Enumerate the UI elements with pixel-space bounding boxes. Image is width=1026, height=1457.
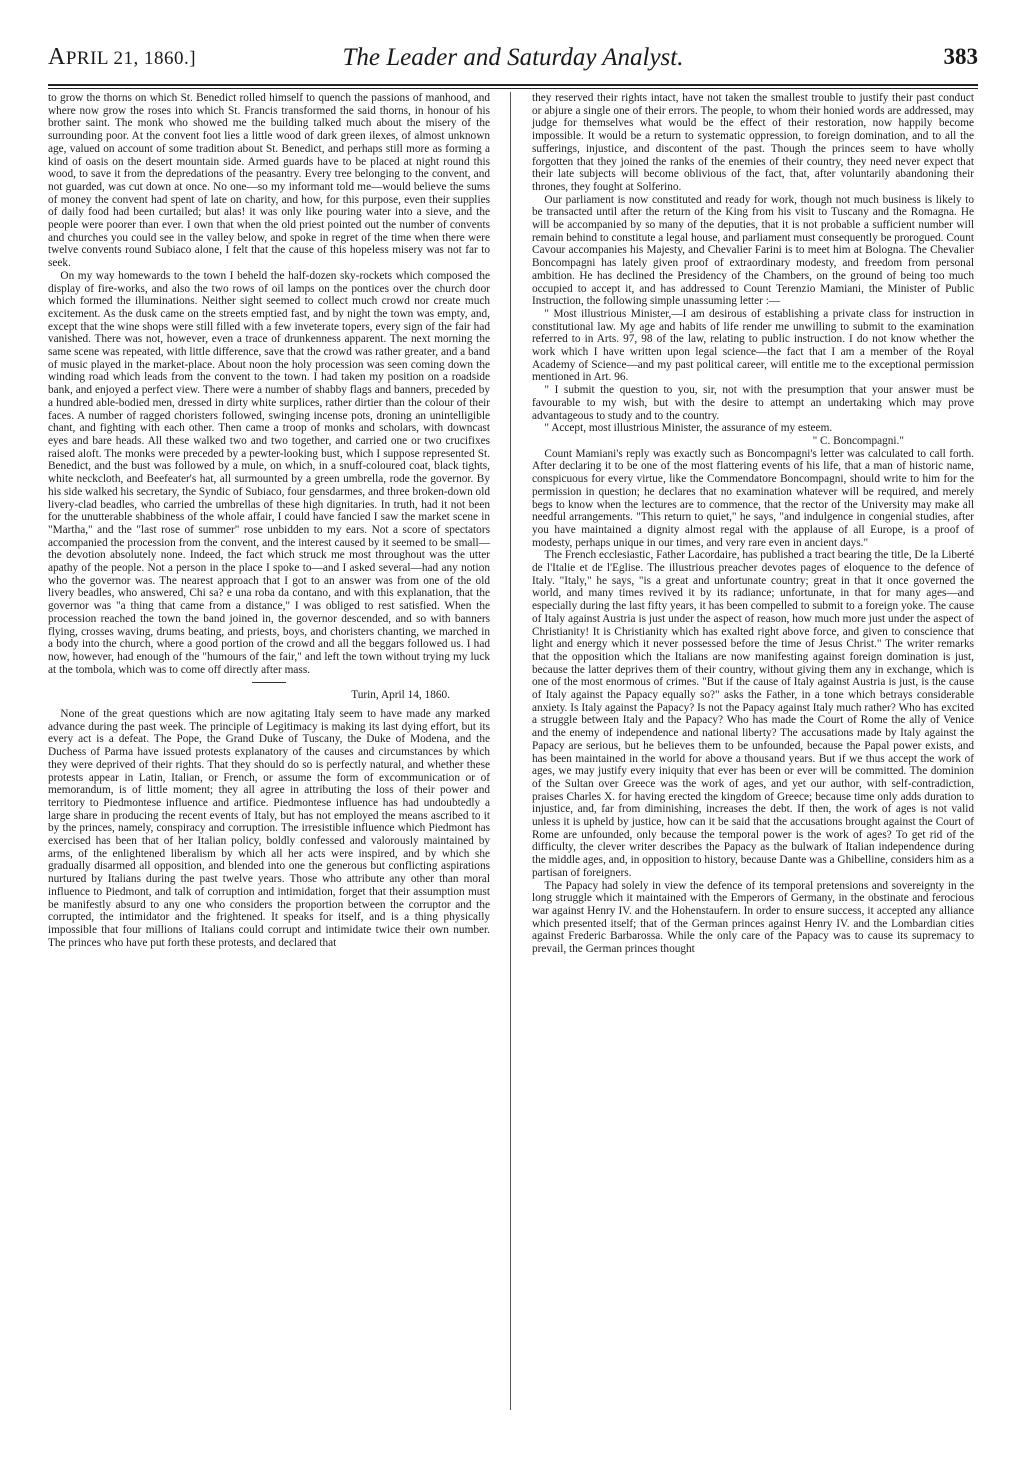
header-rule	[48, 84, 978, 86]
issue-date	[48, 44, 196, 71]
issue-date-rest: PRIL 21, 1860.]	[65, 48, 197, 69]
page-header	[48, 40, 978, 80]
article-paragraph: The French ecclesiastic, Father Lacordaire, has published a tract bearing the title, De la Liberté de l'Italie et de l'Eglise. The illustrious preacher devotes pages of eloquence to the defence of Italy. "Italy," he says, "is a great and unfortunate country; great in that it once governed the world, and many times revived it by its radiance; unfortunate, in that for many ages—and especially during the last fifty years, it has been compelled to submit to a foreign yoke. The cause of Italy against Austria is just under the aspect of reason, how much more just under the aspect of Christianity! It is Christianity which has exalted right above force, and given to conscience that light and energy which it never possessed before the time of Jesus Christ." The writer remarks that the opposition which the Italians are now manifesting against foreign domination is just, because the latter deprives them of their country, without giving them any in exchange, which is one of the most enormous of crimes. "But if the cause of Italy against Austria is just, is the cause of Italy against the Papacy equally so?" asks the Father, in a tone which betrays considerable anxiety. Is Italy against the Papacy? Is not the Papacy against Italy much rather? Who has excited a struggle between Italy and the Papacy? Who has made the Court of Rome the ally of Venice and the enemy of independence and national liberty? The accusations made by Italy against the Papacy are serious, but he believes them to be unfounded, because the Papal power exists, and has been maintained in the world for above a thousand years. But if we thus accept the work of ages, we may justify every iniquity that ever has been or ever will be committed. The dominion of the Sultan over Greece was the work of ages, and yet our author, with self-contradiction, praises Charles X. for having erected the kingdom of Greece; because time only adds duration to injustice, and, far from diminishing, increases the debt. If then, the work of ages is not valid unless it is upheld by justice, how can it be said that the accusations brought against the Court of Rome are unfounded, only because the temporal power is the work of ages? To get rid of the difficulty, the clever writer describes the Papacy as the bulwark of Italian independence during the middle ages, and, in opposition to history, because Dante was a Ghibelline, considers him as a partisan of foreigners.	[532, 549, 974, 879]
letter-signature: " C. Boncompagni."	[812, 434, 904, 447]
article-paragraph: The Papacy had solely in view the defence of its temporal pretensions and sovereignty in the long struggle which it maintained with the Emperors of Germany, in the obstinate and ferocious war against Henry IV. and the Hohenstaufern. In order to ensure success, it accepted any alliance which presented itself; that of the German princes against Henry IV. and the Lombardian cities against Frederic Barbarossa. While the only care of the Papacy was to cause its supremacy to prevail, the German princes thought	[532, 879, 974, 956]
article-paragraph: None of the great questions which are now agitating Italy seem to have made any marked advance during the past week. The principle of Legitimacy is making its last dying effort, but its every act is a defeat. The Pope, the Grand Duke of Tuscany, the Duke of Modena, and the Duchess of Parma have issued protests explanatory of the causes and circumstances by which they were deprived of their rights. That they should do so is perfectly natural, and whether these protests appear in Latin, Italian, or French, or assume the form of excommunication or of memorandum, is of little moment; they all agree in attributing the loss of their power and territory to Piedmontese influence and artifice. Piedmontese influence has had undoubtedly a large share in producing the recent events of Italy, but has not employed the means ascribed to it by the princes, namely, conspiracy and corruption. The irresistible influence which Piedmont has exercised has been that of her Italian policy, boldly confessed and valorously maintained by arms, of the enlightened liberalism by which all her acts were inspired, and by which she gradually disarmed all opposition, and blended into one the generous but conflicting aspirations nurtured by Italians during the past twelve years. Those who attribute any other than moral influence to Piedmont, and talk of corruption and intimidation, forget that their assumption must be manifestly absurd to any one who considers the proportion between the corruptor and the corrupted, the intimidator and the frightened. It speaks for itself, and is a thing physically impossible that four millions of Italians could corrupt and intimidate twice their own number. The princes who have put forth these protests, and declared that	[48, 708, 490, 949]
letter-paragraph: " I submit the question to you, sir, not with the presumption that your answer must be favourable to my wish, but with the desire to attempt an undertaking which may prove advantageous to study and to the country.	[532, 384, 974, 422]
article-paragraph: to grow the thorns on which St. Benedict rolled himself to quench the passions of manhood, and where now grow the roses into which St. Francis transformed the said thorns, in honour of his brother saint. The monk who showed me the building talked much about the misery of the surrounding poor. At the convent foot lies a little wood of dark green ilexes, of almost unknown age, valued on account of some tradition about St. Benedict, and perhaps still more as forming a kind of oasis on the desert mountain side. Armed guards have to be placed at night round this wood, to save it from the depredations of the peasantry. Every tree belonging to the convent, and not guarded, was cut down at once. No one—so my informant told me—would believe the sums of money the convent had spent of late on charity, and how, for this purpose, even their supplies of daily food had been curtailed; but alas! it was only like pouring water into a sieve, and the people were poorer than ever. I own that when the old priest pointed out the number of convents and churches you could see in the valley below, and spoke in regret of the time when there were twelve convents round Subiaco alone, I felt that the cause of this hopeless misery was not far to seek.	[48, 92, 490, 270]
article-paragraph: they reserved their rights intact, have not taken the smallest trouble to justify their past conduct or abjure a single one of their errors. The people, to whom their honied words are addressed, may judge for themselves what would be the effect of their restoration, now happily become impossible. It would be a return to systematic oppression, to foreign domination, and to all the sufferings, injustice, and discontent of the past. Though the princes seem to have wholly forgotten that they joined the ranks of the enemies of their country, they need never expect that their late subjects will become oblivious of the fact, that, after voluntarily abandoning their thrones, they fought at Solferino.	[532, 92, 974, 193]
letter-paragraph: " Most illustrious Minister,—I am desirous of establishing a private class for instruction in constitutional law. My age and habits of life render me unwilling to submit to the examination referred to in Arts. 97, 98 of the law, relating to public instruction. I do not know whether the work which I have written upon legal science—the fact that I am a member of the Royal Academy of Science—and my past political career, will entitle me to the exceptional permission mentioned in Art. 96.	[532, 307, 974, 384]
article-paragraph: Count Mamiani's reply was exactly such as Boncompagni's letter was calculated to call forth. After declaring it to be one of the most flattering events of his life, that a man of historic name, conspicuous for every virtue, like the Commendatore Boncompagni, should write to him for the permission in question; he declares that no examination whatever will be required, and merely begs to know when the lectures are to commence, that the rector of the University may make all needful arrangements. "This return to quiet," he says, "and indulgence in congenial studies, after you have maintained a dignity almost regal with the applause of all Europe, is a proof of modesty, perhaps unique in our times, and very rare even in ancient days."	[532, 447, 974, 549]
quoted-letter	[532, 308, 974, 448]
section-separator	[252, 682, 286, 683]
left-column	[48, 92, 490, 949]
right-column	[532, 92, 974, 956]
publication-title: The Leader and Saturday Analyst.	[342, 44, 684, 71]
article-paragraph: On my way homewards to the town I beheld the half-dozen sky-rockets which composed the display of fire-works, and also the two rows of oil lamps on the pontices over the church door which formed the illuminations. Neither sight seemed to collect much crowd nor create much excitement. As the dusk came on the streets emptied fast, and by night the town was empty, and, except that the wine shops were still filled with a few inveterate topers, every sign of the fair had vanished. There was not, however, even a trace of drunkenness apparent. The next morning the same scene was repeated, with little difference, save that the crowd was rather greater, and a band of music played in the market-place. About noon the holy procession was seen coming down the winding road which leads from the convent to the town. I had taken my position on a roadside bank, and enjoyed a perfect view. There were a number of shabby flags and banners, preceded by a hundred able-bodied men, dressed in dirty white surplices, rather dirtier than the colour of their faces. A number of ragged choristers followed, swinging incense pots, droning an unintelligible chant, and fighting with each other. Then came a troop of monks and scholars, with downcast eyes and bare heads. All these walked two and two together, and carried one or two crucifixes raised aloft. The monks were preceded by a pewter-looking bust, which I suppose represented St. Benedict, and the bust was followed by a mule, on which, in a snuff-coloured coat, black tights, white neckcloth, and Beefeater's hat, all surmounted by a green umbrella, rode the governor. By his side walked his secretary, the Syndic of Subiaco, four gensdarmes, and three broken-down old livery-clad beadles, who carried the umbrellas of these high dignitaries. In truth, had it not been for the unutterable shabbiness of the whole affair, I could have fancied I saw the market scene in "Martha," and the "last rose of summer" rose unbidden to my ears. Not a score of spectators accompanied the procession from the convent, and the interest caused by it seemed to be small—the devotion absolutely none. Indeed, the fact which struck me most throughout was the utter apathy of the people. Not a person in the place I spoke to—and I asked several—had any notion who the governor was. The nearest approach that I got to an answer was from one of the old livery beadles, who answered, Chi sa? e una roba da contano, and with this explanation, that the governor was "a thing that came from a distance," I was obliged to rest satisfied. When the procession reached the town the band joined in, the governor descended, and so with banners flying, crosses waving, drums beating, and priests, boys, and choristers chanting, we marched in a body into the church, where a good portion of the crowd and all the beggars followed us. I had now, however, had enough of the "humours of the fair," and left the town without trying my luck at the tombola, which was to come off directly after mass.	[48, 269, 490, 676]
issue-date-initial: A	[48, 44, 66, 70]
dateline: Turin, April 14, 1860.	[351, 689, 450, 702]
letter-paragraph: " Accept, most illustrious Minister, the assurance of my esteem.	[544, 422, 833, 435]
header-rule-thin	[48, 88, 978, 89]
column-divider	[510, 92, 511, 1410]
page-number: 383	[943, 44, 978, 69]
article-paragraph: Our parliament is now constituted and ready for work, though not much business is likely to be transacted until after the return of the King from his visit to Tuscany and the Romagna. He will be accompanied by so many of the deputies, that it is not probable a sufficient number will remain behind to constitute a legal house, and parliament must consequently be prorogued. Count Cavour accompanies his Majesty, and Chevalier Farini is to meet him at Bologna. The Chevalier Boncompagni has lately given proof of extraordinary modesty, and freedom from personal ambition. He has declined the Presidency of the Chambers, on the ground of being too much occupied to accept it, and has addressed to Count Terenzio Mamiani, the Minister of Public Instruction, the following simple unassuming letter :—	[532, 193, 974, 308]
